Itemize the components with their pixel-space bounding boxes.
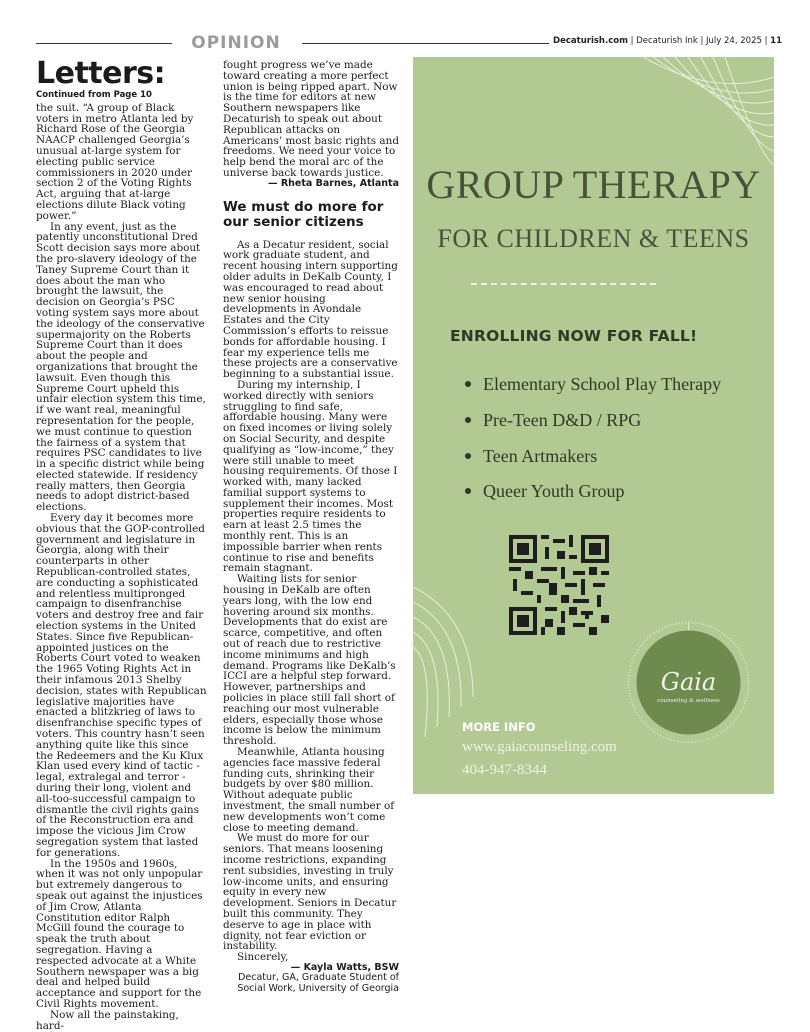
site-name: Decaturish.com (553, 36, 628, 46)
program-item: Teen Artmakers (465, 446, 597, 467)
paragraph: the suit. “A group of Black voters in metro Atlanta led by Richard Rose of the Georgia NAACP challenged Georgia’s unusual at-large system for electing public service commissioners in 2020 under section 2 of the Voting Rights Act, arguing that at-large elections dilute Black voting power.” (36, 101, 194, 222)
gaia-advertisement[interactable] (413, 57, 774, 794)
paragraph: Every day it becomes more obvious that the GOP-controlled government and legislature in Georgia, along with their counterparts in other Republican-controlled states, are conducting a sophisticated and relentless multipronged campaign to disenfranchise voters and destroy free and fair election systems in the United States. Since five Republican-appointed justices on the Roberts Court voted to weaken the 1965 Voting Rights Act in their infamous 2013 Shelby decision, states with Republican legislative majorities have enacted a blitzkrieg of laws to disenfranchise specific types of voters. This country hasn’t seen anything quite like this since the Redeemers and the Ku Klux Klan used every kind of tactic - legal, extralegal and terror - during their long, violent and all-too-successful campaign to dismantle the civil rights gains of the Reconstruction era and impose the vicious Jim Crow segregation system that lasted for generations. (36, 512, 207, 859)
bullet-icon (465, 417, 471, 423)
more-info-label: MORE INFO (462, 720, 536, 734)
enroll-heading: ENROLLING NOW FOR FALL! (450, 327, 698, 345)
program-item: Queer Youth Group (465, 481, 625, 502)
bullet-icon (465, 381, 471, 387)
qr-code-icon[interactable] (509, 535, 609, 635)
masthead (549, 36, 782, 46)
section-label: OPINION (191, 33, 281, 53)
continued-note: Continued from Page 10 (36, 90, 152, 100)
signature-name: — Kayla Watts, BSW (290, 961, 399, 973)
column-2 (223, 60, 399, 994)
letter-headline: We must do more for our senior citizens (223, 198, 384, 230)
logo-wordmark: Gaia (660, 668, 717, 696)
logo-tagline: counseling & wellness (657, 698, 720, 704)
website-link[interactable]: www.gaiacounseling.com (462, 739, 617, 755)
letters-title: Letters: (36, 56, 166, 91)
paragraph: As a Decatur resident, social work graduate student, and recent housing intern supporting older adults in DeKalb County, I was encouraged to read about new senior housing developments in Avondale Estates and the City Commission’s efforts to reissue bonds for affordable housing. I fear my experience tells me these projects are a conservative beginning to a substantial issue. (223, 238, 398, 381)
closing: Sincerely, (237, 951, 289, 964)
program-item: Elementary School Play Therapy (465, 374, 721, 395)
page-header (36, 35, 782, 51)
page-number: 11 (770, 36, 782, 46)
paragraph: In the 1950s and 1960s, when it was not only unpopular but extremely dangerous to speak out against the injustices of Jim Crow, Atlanta Constitution editor Ralph McGill found the courage to speak the truth about segregation. Having a respected advocate at a White Southern newspaper was a big deal and helped build acceptance and support for the Civil Rights movement. (36, 857, 203, 1010)
bullet-icon (465, 453, 471, 459)
publication-info: | Decaturish Ink | July 24, 2025 | (630, 36, 768, 46)
bullet-icon (465, 488, 471, 494)
header-rule-left (36, 43, 172, 44)
letter-signature: — Rheta Barnes, Atlanta (268, 177, 399, 189)
signature-block (223, 963, 399, 995)
paragraph: fought progress we’ve made toward creating a more perfect union is being ripped apart. Now is the time for editors at new Southern newspapers like Decaturish to speak out about Republican attacks on Americans’ most basic rights and freedoms. We need your voice to help bend the moral arc of the universe back towards justice. (223, 59, 399, 179)
paragraph: We must do more for our seniors. That means loosening income restrictions, expanding rent subsidies, investing in truly low-income units, and ensuring equity in every new development. Seniors in Decatur built this community. They deserve to age in place with dignity, not fear eviction or instability. (223, 832, 397, 953)
paragraph: Now all the painstaking, hard- (36, 1008, 179, 1032)
phone-number[interactable]: 404-947-8344 (462, 762, 547, 778)
column-1 (36, 90, 207, 1031)
paragraph: Waiting lists for senior housing in DeKalb are often years long, with the low end hovering around six months. Developments that do exist are scarce, competitive, and often out of reach due to restrictive income minimums and high demand. Programs like DeKalb’s ICCI are a helpful step forward. However, partnerships and policies in place still fall short of reaching our most vulnerable elders, especially those whose income is below the minimum threshold. (223, 573, 396, 748)
paragraph: During my internship, I worked directly with seniors struggling to find safe, affordable housing. Many were on fixed incomes or living solely on Social Security, and despite qualifying as “low-income,” they were still unable to meet housing requirements. Of those I worked with, many lacked familial support systems to supplement their incomes. Most properties require residents to earn at least 2.5 times the monthly rent. This is an impossible barrier when rents continue to rise and benefits remain stagnant. (223, 378, 398, 575)
dashed-divider (471, 283, 656, 285)
paragraph: Meanwhile, Atlanta housing agencies face massive federal funding cuts, shrinking their budgets by over $80 million. Without adequate public investment, the small number of new developments won’t come close to meeting demand. (223, 746, 395, 834)
ad-subtitle: FOR CHILDREN & TEENS (437, 224, 750, 253)
gaia-logo-icon[interactable] (626, 620, 751, 745)
paragraph: In any event, just as the patently unconstitutional Dred Scott decision says more about the pro-slavery ideology of the Taney Supreme Court than it does about the man who brought the lawsuit, the decision on Georgia’s PSC voting system says more about the ideology of the conservative supermajority on the Roberts Supreme Court than it does about the people and organizations that brought the lawsuit. Even though this Supreme Court upheld this unfair election system this time, if we want real, meaningful representation for the people, we must continue to question the fairness of a system that requires PSC candidates to live in a specific district while being elected statewide. If residency really matters, then Georgia needs to adopt district-based elections. (36, 220, 206, 514)
signature-title-2: Social Work, University of Georgia (237, 982, 399, 994)
program-item: Pre-Teen D&D / RPG (465, 410, 641, 431)
ad-title: GROUP THERAPY (426, 162, 761, 207)
signature-title-1: Decatur, GA, Graduate Student of (238, 972, 399, 984)
